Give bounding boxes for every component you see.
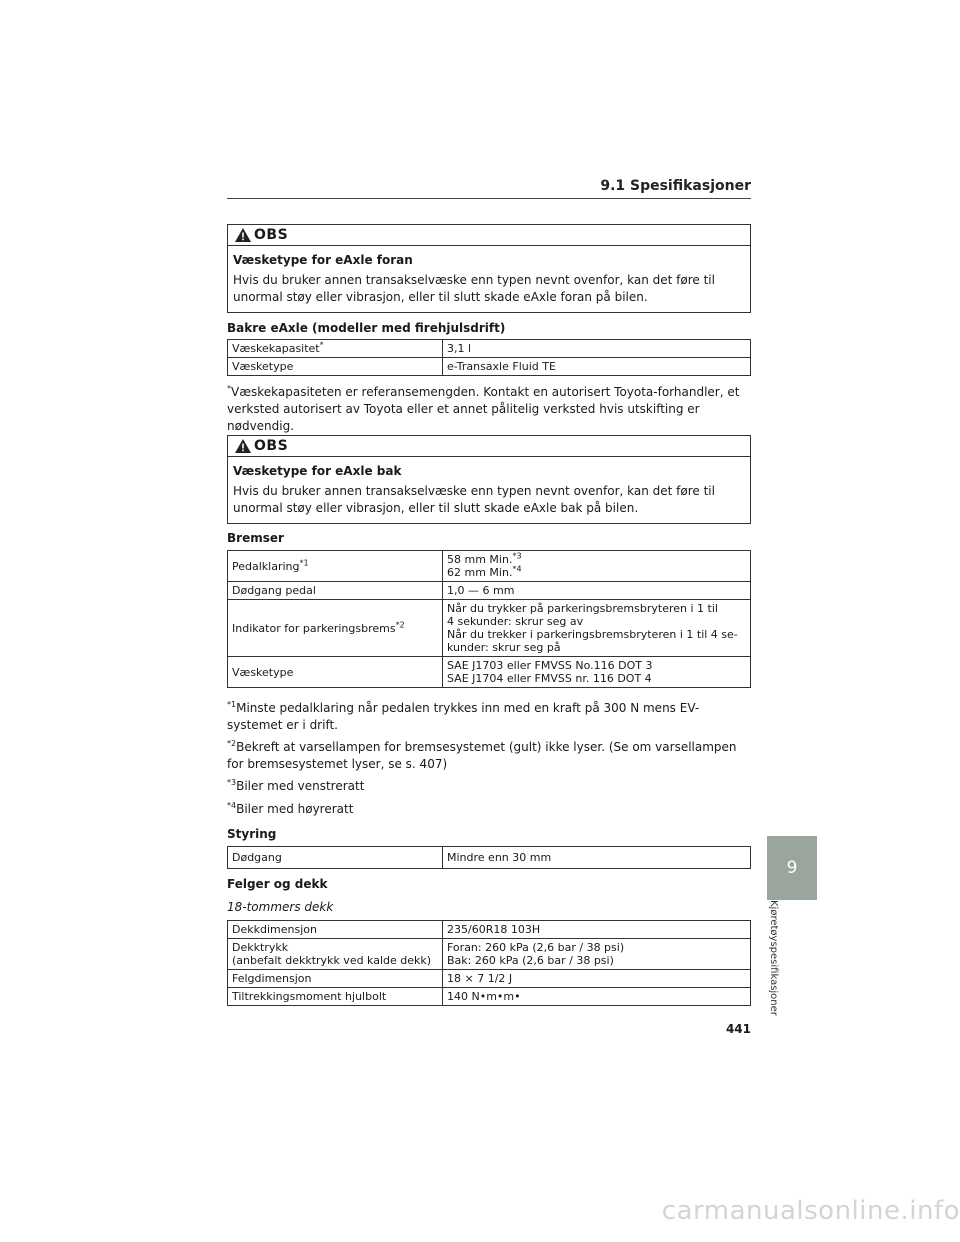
footnote-mark: *2 — [227, 739, 237, 748]
capacity-note — [227, 384, 751, 435]
note-text: Biler med venstreratt — [236, 779, 365, 793]
note-text: Minste pedalklaring når pedalen trykkes inn med en kraft på 300 N mens EV-systemet er i drift. — [227, 701, 700, 732]
table-row — [228, 988, 751, 1006]
cell-value: 235/60R18 103H — [447, 923, 541, 936]
note-text: Væskekapasiteten er referansemengden. Kontakt en autorisert Toyota-forhandler, et verksted autorisert av Toyota eller et annet pålitelig verksted hvis utskifting er nødvendig. — [227, 385, 740, 433]
cell-value: Når du trykker på parkeringsbremsbryteren i 1 til — [447, 602, 718, 615]
cell-value: Bak: 260 kPa (2,6 bar / 38 psi) — [447, 954, 614, 967]
table-row — [228, 970, 751, 988]
cell-label: Indikator for parkeringsbrems — [232, 621, 396, 635]
cell-value: 4 sekunder: skrur seg av — [447, 615, 584, 628]
obs-box-front — [227, 224, 751, 313]
rear-eaxle-table — [227, 339, 751, 376]
table-row — [228, 939, 751, 970]
page-number: 441 — [725, 1022, 751, 1036]
brakes-heading: Bremser — [227, 531, 284, 545]
steering-heading: Styring — [227, 827, 277, 841]
rear-eaxle-heading: Bakre eAxle (modeller med firehjulsdrift) — [227, 321, 506, 335]
footnote-mark: *3 — [227, 778, 237, 787]
cell-label: Pedalklaring — [232, 559, 300, 573]
obs-title: Væsketype for eAxle foran — [233, 253, 413, 267]
cell-value: e-Transaxle Fluid TE — [447, 360, 556, 373]
brake-note-2 — [227, 739, 751, 773]
obs-text: Hvis du bruker annen transakselvæske enn typen nevnt ovenfor, kan det føre til unormal støy eller vibrasjon, eller til slutt skade eAxle bak på bilen. — [233, 484, 715, 515]
cell-label: Væsketype — [232, 665, 294, 679]
brakes-table — [227, 550, 751, 688]
cell-label: Væsketype — [232, 360, 294, 373]
cell-value: 3,1 l — [447, 342, 472, 355]
brake-note-1 — [227, 700, 751, 734]
cell-value: kunder: skrur seg på — [447, 641, 561, 654]
cell-label: Dødgang — [232, 851, 282, 864]
footnote-mark: *1 — [227, 700, 237, 709]
footnote-mark: *4 — [512, 564, 522, 574]
cell-value: Foran: 260 kPa (2,6 bar / 38 psi) — [447, 941, 625, 954]
cell-value: 18 × 7 1/2 J — [447, 972, 513, 985]
obs-label: OBS — [254, 227, 289, 243]
tire-size-subheading: 18-tommers dekk — [227, 900, 334, 914]
header-rule — [227, 198, 751, 199]
table-row — [228, 921, 751, 939]
cell-value: SAE J1704 eller FMVSS nr. 116 DOT 4 — [447, 672, 652, 685]
chapter-tab: 9 — [767, 836, 817, 900]
chapter-title-vertical: Kjøretøyspesifikasjoner — [768, 900, 779, 1016]
steering-table — [227, 846, 751, 869]
table-row — [228, 582, 751, 600]
cell-label: Væskekapasitet — [232, 342, 320, 355]
cell-label: Dekktrykk — [232, 941, 289, 954]
table-row — [228, 657, 751, 688]
obs-text: Hvis du bruker annen transakselvæske enn typen nevnt ovenfor, kan det føre til unormal støy eller vibrasjon, eller til slutt skade eAxle foran på bilen. — [233, 273, 715, 304]
note-text: Biler med høyreratt — [236, 802, 354, 816]
brake-note-3 — [227, 778, 751, 795]
cell-label: (anbefalt dekktrykk ved kalde dekk) — [232, 954, 432, 967]
table-row — [228, 551, 751, 582]
footnote-mark: *2 — [395, 619, 405, 629]
warning-icon — [234, 227, 252, 243]
table-row — [228, 340, 751, 358]
cell-label: Dødgang pedal — [232, 584, 316, 597]
brake-note-4 — [227, 801, 751, 818]
footnote-mark: * — [227, 384, 231, 393]
obs-title: Væsketype for eAxle bak — [233, 464, 402, 478]
obs-label: OBS — [254, 438, 289, 454]
obs-header — [228, 225, 750, 246]
table-row — [228, 600, 751, 657]
table-row — [228, 358, 751, 376]
section-header: 9.1 Spesifikasjoner — [600, 178, 751, 194]
footnote-mark: *1 — [299, 557, 309, 567]
footnote-mark: *4 — [227, 801, 237, 810]
cell-value: 62 mm Min. — [447, 566, 513, 579]
note-text: Bekreft at varsellampen for bremsesystemet (gult) ikke lyser. (Se om varsellampen for bremsesystemet lyser, se s. 407) — [227, 740, 737, 771]
footnote-mark: * — [319, 340, 324, 350]
wheels-heading: Felger og dekk — [227, 877, 328, 891]
cell-value: SAE J1703 eller FMVSS No.116 DOT 3 — [447, 659, 653, 672]
obs-box-rear — [227, 435, 751, 524]
obs-header — [228, 436, 750, 457]
cell-value: 1,0 — 6 mm — [447, 584, 515, 597]
cell-label: Tiltrekkingsmoment hjulbolt — [232, 990, 387, 1003]
wheels-table — [227, 920, 751, 1006]
cell-label: Felgdimensjon — [232, 972, 312, 985]
cell-label: Dekkdimensjon — [232, 923, 317, 936]
cell-value: 140 N•m•m• — [447, 990, 521, 1003]
cell-value: 58 mm Min. — [447, 553, 513, 566]
cell-value: Når du trekker i parkeringsbremsbryteren i 1 til 4 se- — [447, 628, 738, 641]
warning-icon — [234, 438, 252, 454]
footnote-mark: *3 — [512, 551, 522, 561]
table-row — [228, 847, 751, 869]
cell-value: Mindre enn 30 mm — [447, 851, 552, 864]
watermark: carmanualsonline.info — [661, 1196, 960, 1226]
